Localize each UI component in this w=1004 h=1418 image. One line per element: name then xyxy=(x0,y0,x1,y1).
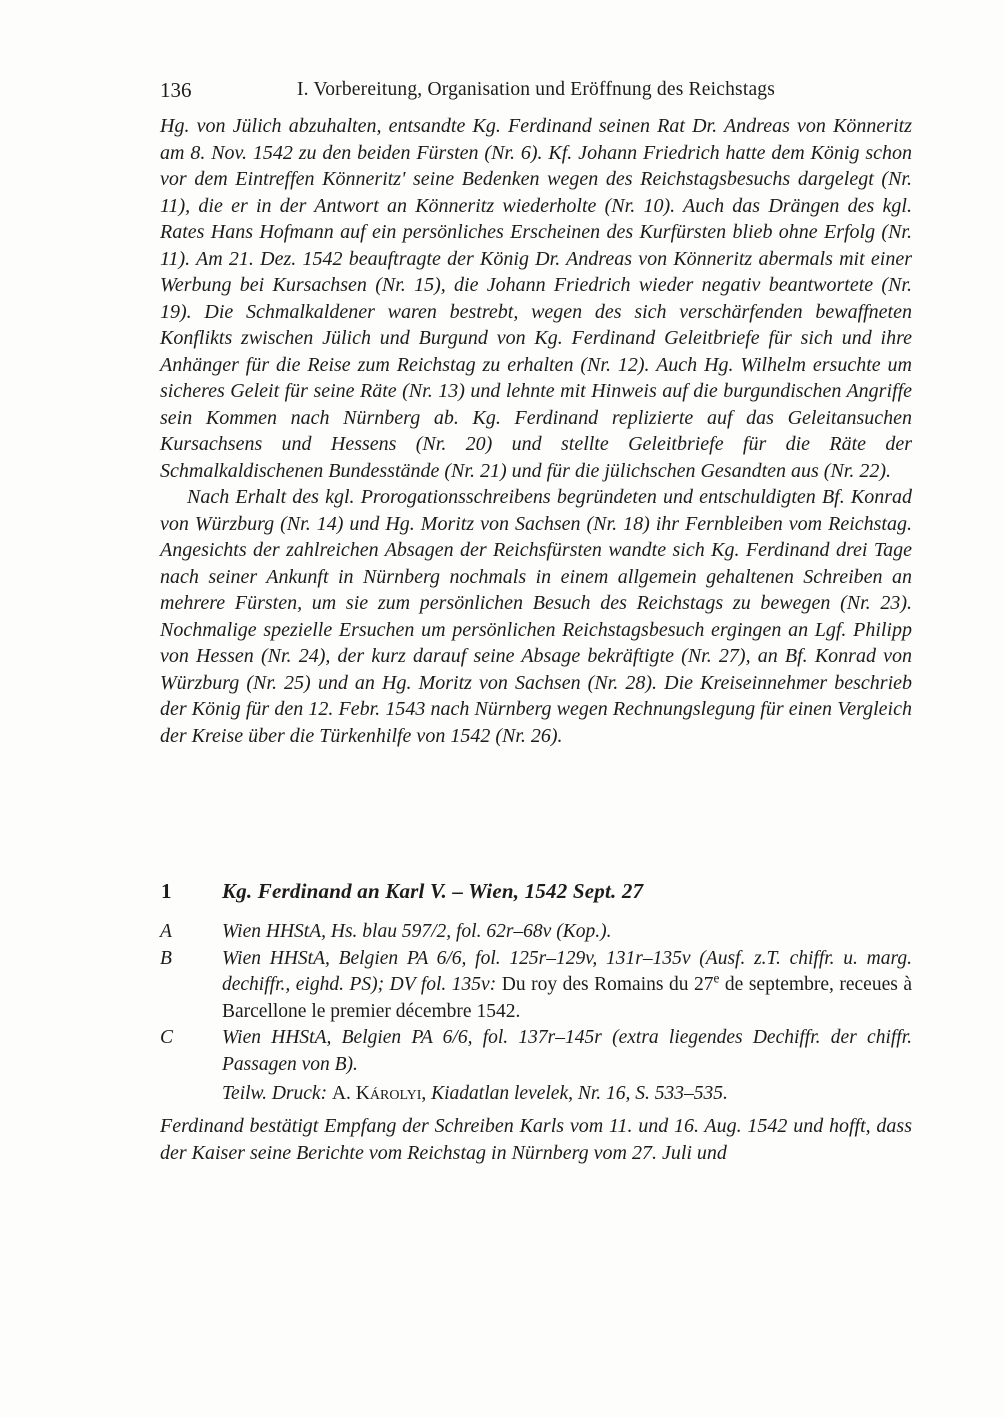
source-b-quote: Du roy des Romains du 27e de septembre, receues à Barcellone le premier décembre 1542. xyxy=(222,970,913,1022)
document-number: 1 xyxy=(161,879,172,903)
print-note-author: A. Károlyi, xyxy=(331,1083,427,1104)
print-note xyxy=(222,1081,912,1108)
source-text-c: Wien HHStA, Belgien PA 6/6, fol. 137r–145r (extra liegendes Dechiffr. der chiffr. Passagen von B). xyxy=(222,1027,912,1075)
source-entry-b xyxy=(160,946,912,1026)
running-header-title: I. Vorbereitung, Organisation und Eröffnung des Reichstags xyxy=(296,79,776,100)
source-label-b: B xyxy=(160,947,172,969)
source-label-a: A xyxy=(160,921,172,942)
print-note-rest: Kiadatlan levelek, Nr. 16, S. 533–535. xyxy=(431,1083,728,1104)
source-text-b: Wien HHStA, Belgien PA 6/6, fol. 125r–129v, 131r–135v (Ausf. z.T. chiffr. u. marg. dechiffr., eighd. PS); DV fol. 135v: Du roy des Romains du 27e de septembre, receues à Barcellone le premier décembre 1542. xyxy=(222,947,913,1022)
source-text-a: Wien HHStA, Hs. blau 597/2, fol. 62r–68v (Kop.). xyxy=(222,921,612,942)
print-note-prefix: Teilw. Druck: xyxy=(222,1083,328,1104)
page-number: 136 xyxy=(160,78,192,102)
intro-paragraph-2: Nach Erhalt des kgl. Prorogationsschreibens begründeten und entschuldigten Bf. Konrad von Würzburg (Nr. 14) und Hg. Moritz von Sachsen (Nr. 18) ihr Fernbleiben vom Reichstag. Angesichts der zahlreichen Absagen der Reichsfürsten wandte sich Kg. Ferdinand drei Tage nach seiner Ankunft in Nürnberg nochmals in einem allgemein gehaltenen Schreiben an mehrere Fürsten, um sie zum persönlichen Besuch des Reichstags zu bewegen (Nr. 23). Nochmalige spezielle Ersuchen um persönlichen Reichstagsbesuch ergingen an Lgf. Philipp von Hessen (Nr. 24), der kurz darauf seine Absage bekräftigte (Nr. 27), an Bf. Konrad von Würzburg (Nr. 25) und an Hg. Moritz von Sachsen (Nr. 28). Die Kreiseinnehmer beschrieb der König für den 12. Febr. 1543 nach Nürnberg wegen Rechnungslegung für einen Vergleich der Kreise über die Türkenhilfe von 1542 (Nr. 26). xyxy=(160,486,912,747)
document-summary: Ferdinand bestätigt Empfang der Schreiben Karls vom 11. und 16. Aug. 1542 und hofft, dass der Kaiser seine Berichte vom Reichstag in Nürnberg vom 27. Juli und xyxy=(160,1115,912,1164)
source-label-c: C xyxy=(160,1027,174,1048)
intro-paragraph-1: Hg. von Jülich abzuhalten, entsandte Kg. Ferdinand seinen Rat Dr. Andreas von Könneritz am 8. Nov. 1542 zu den beiden Fürsten (Nr. 6). Kf. Johann Friedrich hatte dem König schon vor dem Eintreffen Könneritz' seine Bedenken wegen des Reichstagsbesuchs dargelegt (Nr. 11), die er in der Antwort an Könneritz wiederholte (Nr. 10). Auch das Drängen des kgl. Rates Hans Hofmann auf ein persönliches Erscheinen des Kurfürsten blieb ohne Erfolg (Nr. 11). Am 21. Dez. 1542 beauftragte der König Dr. Andreas von Könneritz abermals mit einer Werbung bei Kursachsen (Nr. 15), die Johann Friedrich wieder negativ beantwortete (Nr. 19). Die Schmalkaldener waren bestrebt, wegen des sich verschärfenden bewaffneten Konflikts zwischen Jülich und Burgund von Kg. Ferdinand Geleitbriefe für sich und ihre Anhänger für die Reise zum Reichstag zu erhalten (Nr. 12). Auch Hg. Wilhelm ersuchte um sicheres Geleit für seine Räte (Nr. 13) und lehnte mit Hinweis auf die burgundischen Angriffe sein Kommen nach Nürnberg ab. Kg. Ferdinand replizierte auf das Geleitansuchen Kursachsens und Hessens (Nr. 20) und stellte Geleitbriefe für die Räte der Schmalkaldischenen Bundesstände (Nr. 21) und für die jülichschen Gesandten aus (Nr. 22). xyxy=(160,115,912,482)
running-head xyxy=(160,79,912,106)
introduction-text xyxy=(160,113,912,749)
superscript-e: e xyxy=(713,970,720,986)
source-entry-a xyxy=(160,919,912,946)
document-heading xyxy=(160,878,912,905)
source-entry-c xyxy=(160,1025,912,1078)
document-title: Kg. Ferdinand an Karl V. – Wien, 1542 Sept. 27 xyxy=(222,879,644,903)
source-list xyxy=(160,919,912,1108)
